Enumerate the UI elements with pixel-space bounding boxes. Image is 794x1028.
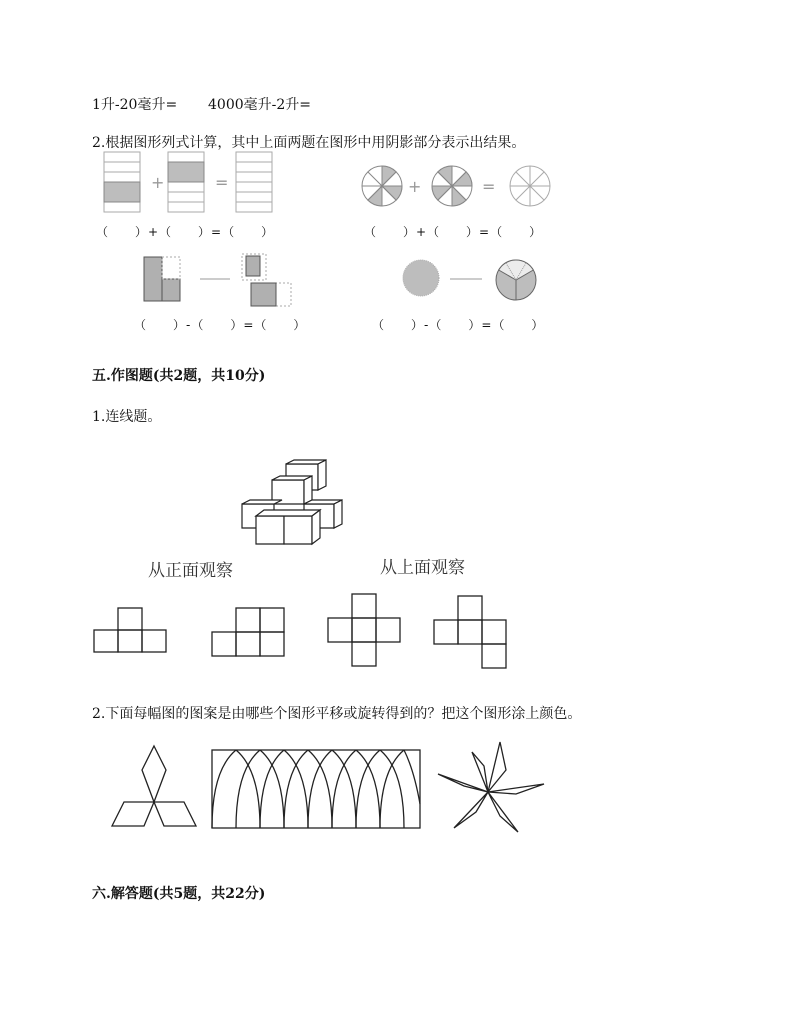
view-option-4[interactable] [434, 596, 506, 668]
answer-blanks-row1-left: （ ）+（ ）=（ ） [96, 225, 275, 239]
subtraction-problem-2: 4000毫升-2升= [208, 97, 311, 113]
svg-text:+: + [151, 173, 165, 192]
answer-blanks-row2-left: （ ）-（ ）=（ ） [134, 318, 307, 332]
rect-fraction-diagram [104, 152, 284, 214]
view-options [94, 590, 514, 670]
section-6-title: 六.解答题(共5题，共22分) [92, 886, 266, 902]
answer-blanks-row1-right: （ ）+（ ）=（ ） [364, 225, 543, 239]
cube-stack-illustration [238, 460, 348, 550]
view-option-3[interactable] [328, 594, 400, 666]
question-2-text: 2.根据图形列式计算，其中上面两题在图形中用阴影部分表示出结果。 [92, 135, 526, 151]
section-5-question-2: 2.下面每幅图的图案是由哪些个图形平移或旋转得到的？把这个图形涂上颜色。 [92, 706, 582, 722]
section-5-title: 五.作图题(共2题，共10分) [92, 368, 266, 384]
subtraction-problem-1: 1升-20毫升= [92, 97, 178, 113]
rhombus-pattern[interactable] [112, 746, 196, 826]
svg-text:+: + [408, 177, 422, 196]
svg-text:=: = [482, 177, 496, 196]
view-option-2[interactable] [212, 608, 284, 656]
view-option-1[interactable] [94, 608, 166, 652]
svg-text:=: = [215, 173, 229, 192]
leaf-band-pattern[interactable] [212, 750, 420, 828]
patterns-row [96, 740, 548, 840]
section-5-question-1: 1.连线题。 [92, 409, 162, 425]
square-subtraction-diagram [144, 250, 300, 310]
caption-top-view: 从上面观察 [380, 558, 465, 578]
circle-subtraction-diagram [402, 254, 552, 308]
pinwheel-pattern[interactable] [438, 742, 544, 832]
caption-front-view: 从正面观察 [148, 561, 233, 581]
answer-blanks-row2-right: （ ）-（ ）=（ ） [372, 318, 545, 332]
circle-fraction-diagram [360, 164, 556, 210]
